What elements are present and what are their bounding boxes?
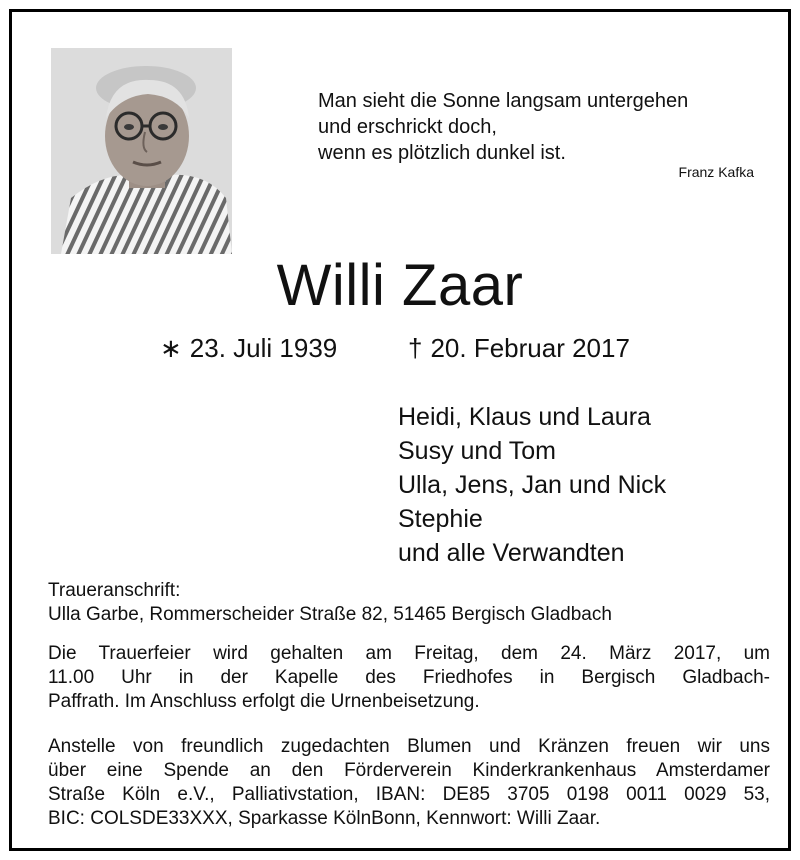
quote-line: Man sieht die Sonne langsam untergehen [318, 90, 689, 112]
quote [318, 88, 758, 166]
portrait-photo [51, 48, 232, 254]
birth-star-icon: ∗ [160, 333, 182, 363]
family-member: und alle Verwandten [398, 539, 625, 567]
donation-line: Straße Köln e.V., Palliativstation, IBAN: DE85 3705 0198 0011 0029 53, [48, 784, 770, 805]
family-member: Stephie [398, 505, 483, 533]
address-label: Traueranschrift: [48, 580, 181, 601]
death-date: 20. Februar 2017 [430, 333, 630, 363]
quote-line: wenn es plötzlich dunkel ist. [318, 142, 566, 164]
ceremony-line: 11.00 Uhr in der Kapelle des Friedhofes in Bergisch Gladbach- [48, 667, 770, 688]
birth-date-line [160, 333, 337, 364]
family-member: Ulla, Jens, Jan und Nick [398, 471, 667, 499]
ceremony-line: Paffrath. Im Anschluss erfolgt die Urnenbeisetzung. [48, 691, 480, 712]
portrait-photo-icon [51, 48, 232, 254]
family-list [398, 400, 666, 570]
donation-paragraph [48, 735, 770, 831]
death-cross-icon: † [408, 333, 423, 363]
family-member: Heidi, Klaus und Laura [398, 403, 651, 431]
donation-line: über eine Spende an den Förderverein Kinderkrankenhaus Amsterdamer [48, 760, 770, 781]
birth-date: 23. Juli 1939 [189, 333, 338, 363]
family-member: Susy und Tom [398, 437, 556, 465]
death-date-line [408, 333, 630, 364]
donation-line: BIC: COLSDE33XXX, Sparkasse KölnBonn, Kennwort: Willi Zaar. [48, 808, 601, 829]
ceremony-line: Die Trauerfeier wird gehalten am Freitag, dem 24. März 2017, um [48, 643, 770, 664]
deceased-name: Willi Zaar [276, 253, 524, 318]
mourning-address [48, 579, 612, 627]
address-line: Ulla Garbe, Rommerscheider Straße 82, 51465 Bergisch Gladbach [48, 604, 612, 625]
quote-line: und erschrickt doch, [318, 116, 497, 138]
ceremony-paragraph [48, 642, 770, 714]
quote-author: Franz Kafka [678, 164, 754, 180]
donation-line: Anstelle von freundlich zugedachten Blumen und Kränzen freuen wir uns [48, 736, 770, 757]
